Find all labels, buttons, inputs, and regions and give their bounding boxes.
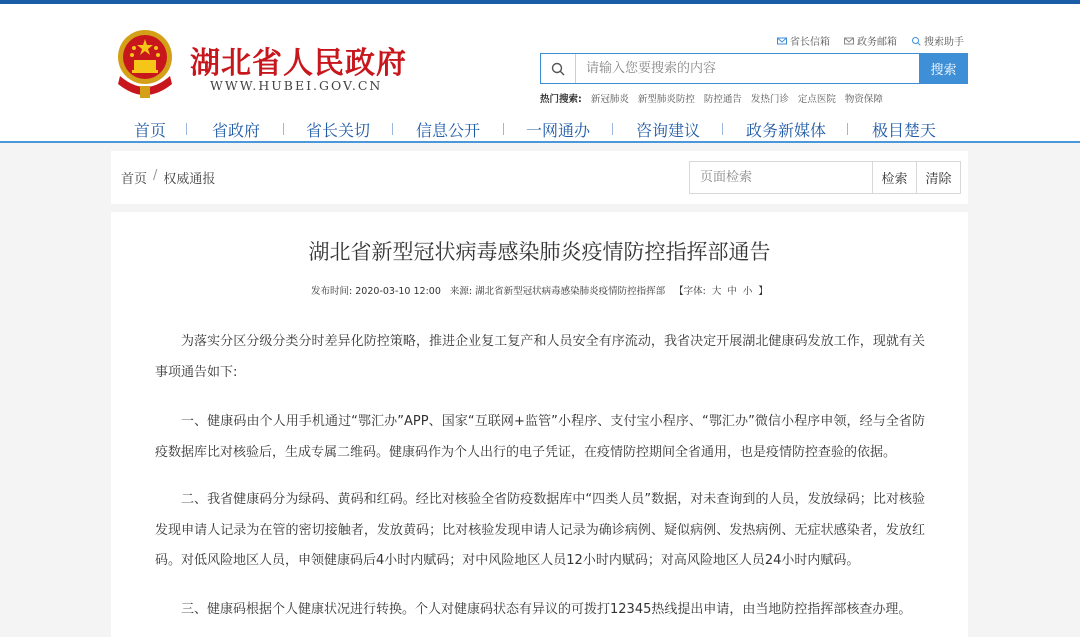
article-paragraph: 三、健康码根据个人健康状况进行转换。个人对健康码状态有异议的可拨打12345热线提出申请，由当地防控指挥部核查办理。: [181, 602, 912, 617]
hot-search-item[interactable]: 物资保障: [844, 94, 883, 105]
hot-search: [540, 91, 883, 105]
nav-divider: [392, 123, 393, 135]
site-title[interactable]: 湖北省人民政府: [190, 46, 407, 81]
article-title: 湖北省新型冠状病毒感染肺炎疫情防控指挥部通告: [308, 240, 771, 264]
main-nav: [0, 113, 1080, 141]
search-icon: [541, 54, 576, 83]
hot-search-item[interactable]: 新冠肺炎: [590, 94, 629, 105]
envelope-icon: [777, 36, 787, 46]
font-size-bracket: 】: [758, 286, 768, 297]
hot-search-item[interactable]: 发热门诊: [750, 94, 789, 105]
nav-divider: [186, 123, 187, 135]
site-url: WWW.HUBEI.GOV.CN: [210, 78, 383, 93]
page-search-input[interactable]: [690, 162, 872, 193]
site-search-box: [540, 53, 968, 84]
article-paragraph: 一、健康码由个人用手机通过“鄂汇办”APP、国家“互联网+监管”小程序、支付宝小程序、“鄂汇办”微信小程序申领，经与全省防疫数据库比对核验后，生成专属二维码。健康码作为个人出行的电子凭证，在疫情防控期间全省通用，也是疫情防控查验的依据。: [155, 414, 925, 460]
article-source: 来源: 湖北省新型冠状病毒感染肺炎疫情防控指挥部: [449, 286, 666, 297]
breadcrumb-home[interactable]: 首页: [121, 172, 148, 187]
font-size-medium[interactable]: 中: [727, 286, 737, 297]
quick-link-label: 省长信箱: [790, 37, 830, 48]
search-assistant-icon: [911, 36, 921, 46]
hot-search-item[interactable]: 定点医院: [797, 94, 836, 105]
nav-item-consultation[interactable]: 咨询建议: [636, 121, 701, 140]
hot-search-item[interactable]: 防控通告: [703, 94, 742, 105]
hot-search-label: 热门搜索:: [540, 94, 582, 105]
breadcrumb-current[interactable]: 权威通报: [163, 172, 216, 187]
quick-links: [777, 33, 964, 48]
font-size-label: 【字体:: [674, 286, 706, 297]
quick-link-gov-mailbox[interactable]: [844, 33, 897, 48]
nav-divider: [722, 123, 723, 135]
quick-link-label: 搜索助手: [924, 37, 964, 48]
nav-item-home[interactable]: 首页: [134, 121, 167, 140]
page-clear-button[interactable]: 清除: [916, 162, 960, 193]
breadcrumb: [121, 168, 215, 187]
nav-divider: [503, 123, 504, 135]
nav-item-info-disclosure[interactable]: 信息公开: [416, 121, 481, 140]
nav-item-new-media[interactable]: 政务新媒体: [746, 121, 827, 140]
page-search-box: [689, 161, 961, 194]
breadcrumb-panel: [111, 151, 968, 204]
site-search-button[interactable]: 搜索: [919, 53, 968, 84]
quick-link-governor-mailbox[interactable]: [777, 33, 830, 48]
hot-search-item[interactable]: 新型肺炎防控: [637, 94, 695, 105]
nav-divider: [847, 123, 848, 135]
nav-item-provincial-gov[interactable]: 省政府: [212, 121, 261, 140]
breadcrumb-separator: /: [153, 168, 158, 183]
nav-divider: [612, 123, 613, 135]
quick-link-label: 政务邮箱: [857, 37, 897, 48]
publish-time: 发布时间: 2020-03-10 12:00: [311, 286, 441, 297]
national-emblem-icon: [112, 26, 178, 100]
nav-item-one-stop-service[interactable]: 一网通办: [526, 121, 591, 140]
mail-icon: [844, 36, 854, 46]
font-size-small[interactable]: 小: [742, 286, 753, 297]
nav-item-jimu-chutian[interactable]: 极目楚天: [872, 121, 937, 140]
article-meta: [111, 283, 968, 297]
nav-item-governor-concerns[interactable]: 省长关切: [306, 121, 371, 140]
nav-divider: [283, 123, 284, 135]
quick-link-search-assistant[interactable]: [911, 33, 964, 48]
article-paragraph: 二、我省健康码分为绿码、黄码和红码。经比对核验全省防疫数据库中“四类人员”数据，对未查询到的人员，发放绿码；比对核验发现申请人记录为在管的密切接触者，发放黄码；比对核验发现申请人记录为确诊病例、疑似病例、发热病例、无症状感染者，发放红码。对低风险地区人员，申领健康码后4小时内赋码；对中风险地区人员12小时内赋码；对高风险地区人员24小时内赋码。: [155, 492, 925, 568]
page-search-button[interactable]: 检索: [872, 162, 916, 193]
article-paragraph: 为落实分区分级分类分时差异化防控策略，推进企业复工复产和人员安全有序流动，我省决定开展湖北健康码发放工作，现就有关事项通告如下:: [155, 334, 925, 380]
article-panel: [111, 212, 968, 637]
font-size-large[interactable]: 大: [711, 286, 722, 297]
site-search-input[interactable]: [576, 54, 919, 83]
